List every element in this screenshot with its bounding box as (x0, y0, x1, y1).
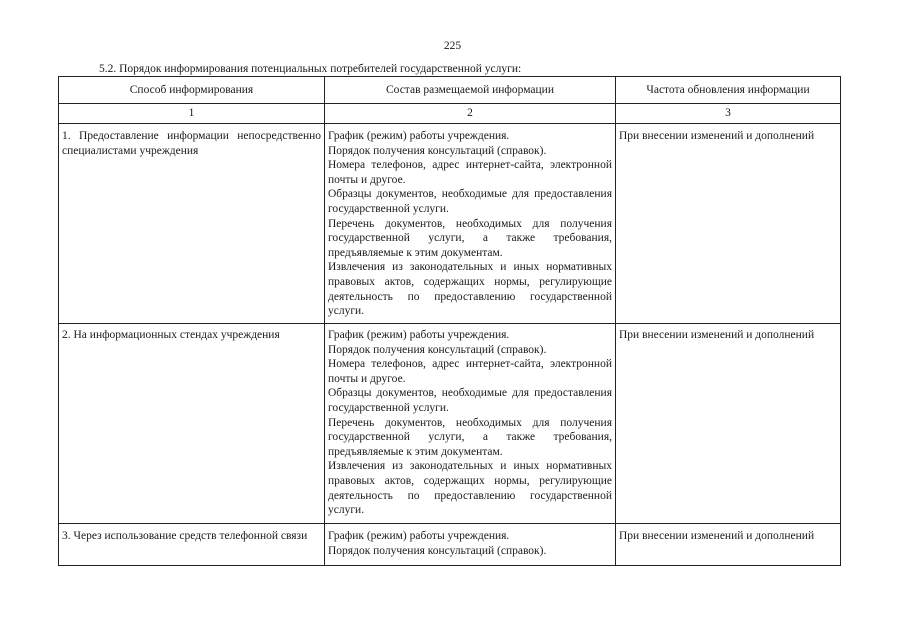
header-content: Состав размещаемой информации (325, 77, 616, 104)
content-item: Образцы документов, необходимые для предоставления государственной услуги. (328, 387, 612, 414)
column-number-3: 3 (616, 104, 841, 124)
content-item: График (режим) работы учреждения. (328, 329, 510, 341)
table-row (59, 524, 841, 566)
method-cell: 3. Через использование средств телефонной связи (59, 524, 325, 566)
content-item: График (режим) работы учреждения. (328, 130, 510, 142)
content-item: Порядок получения консультаций (справок). (328, 343, 547, 356)
frequency-cell: При внесении изменений и дополнений (616, 524, 841, 566)
content-cell (325, 124, 616, 324)
information-table (58, 76, 841, 566)
content-cell (325, 524, 616, 566)
content-item: Извлечения из законодательных и иных нормативных правовых актов, содержащих нормы, регулирующие деятельность по предоставлению государственной услуги. (328, 460, 612, 517)
frequency-cell: При внесении изменений и дополнений (616, 124, 841, 324)
table-header-row (59, 77, 841, 104)
content-item: Порядок получения консультаций (справок). (328, 544, 547, 557)
content-item: Номера телефонов, адрес интернет-сайта, электронной почты и другое. (328, 358, 612, 385)
content-cell (325, 324, 616, 524)
content-item: Извлечения из законодательных и иных нормативных правовых актов, содержащих нормы, регулирующие деятельность по предоставлению государственной услуги. (328, 261, 612, 318)
page-number: 225 (443, 40, 462, 52)
table-row (59, 124, 841, 324)
section-title: 5.2. Порядок информирования потенциальных потребителей государственной услуги: (99, 63, 522, 75)
content-item: Перечень документов, необходимых для получения государственной услуги, а также требования, предъявляемые к этим документам. (328, 416, 612, 458)
content-item: Порядок получения консультаций (справок). (328, 144, 547, 157)
frequency-cell: При внесении изменений и дополнений (616, 324, 841, 524)
content-item: Образцы документов, необходимые для предоставления государственной услуги. (328, 188, 612, 215)
content-item: Перечень документов, необходимых для получения государственной услуги, а также требования, предъявляемые к этим документам. (328, 217, 612, 259)
column-number-row (59, 104, 841, 124)
table-row (59, 324, 841, 524)
column-number-2: 2 (325, 104, 616, 124)
header-frequency: Частота обновления информации (616, 77, 841, 104)
content-item: Номера телефонов, адрес интернет-сайта, электронной почты и другое. (328, 159, 612, 186)
column-number-1: 1 (59, 104, 325, 124)
method-cell: 1. Предоставление информации непосредственно специалистами учреждения (59, 124, 325, 324)
header-method: Способ информирования (59, 77, 325, 104)
method-cell: 2. На информационных стендах учреждения (59, 324, 325, 524)
content-item: График (режим) работы учреждения. (328, 530, 510, 542)
